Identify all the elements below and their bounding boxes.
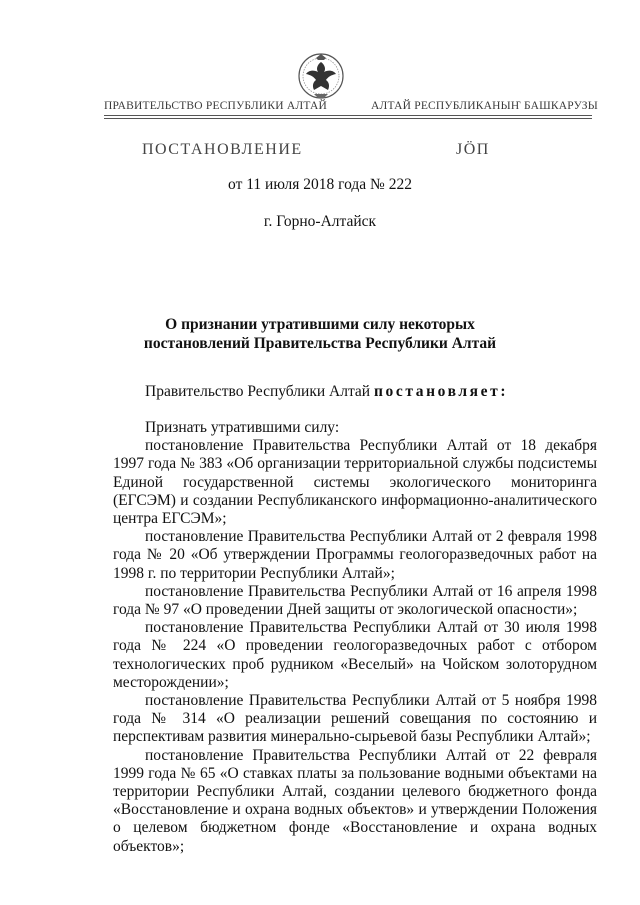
body-paragraph: постановление Правительства Республики Алтай от 18 декабря 1997 года № 383 «Об организации территориальной службы подсистемы Единой государственной системы экологического мониторинга (ЕГСЭМ) и создании Республиканского информационно-аналитического центра ЕГСЭМ»; <box>113 437 597 528</box>
intro-emphasis: постановляет: <box>373 383 509 400</box>
city: г. Горно-Алтайск <box>263 213 377 230</box>
document-body <box>113 419 597 856</box>
intro-line <box>145 383 508 401</box>
body-paragraph: Признать утратившими силу: <box>145 419 340 436</box>
document-title <box>100 315 540 353</box>
header-org-right: АЛТАЙ РЕСПУБЛИКАНЫҤ БАШКАРУЗЫ <box>371 100 598 112</box>
intro-text: Правительство Республики Алтай <box>145 383 371 400</box>
body-paragraph: постановление Правительства Республики Алтай от 30 июля 1998 года № 224 «О проведении геологоразведочных работ с отбором технологических проб рудником «Веселый» на Чойском золоторудном месторождении»; <box>113 619 597 691</box>
header-divider <box>104 115 592 116</box>
doc-type-alt: JÖП <box>456 141 490 158</box>
body-paragraph: постановление Правительства Республики Алтай от 16 апреля 1998 года № 97 «О проведении Дней защиты от экологической опасности»; <box>113 582 597 619</box>
doc-type-ru: ПОСТАНОВЛЕНИЕ <box>142 141 303 158</box>
header-divider <box>104 118 592 119</box>
title-line: постановлений Правительства Республики Алтай <box>143 335 497 352</box>
title-line: О признании утратившими силу некоторых <box>165 316 475 333</box>
body-paragraph: постановление Правительства Республики Алтай от 22 февраля 1999 года № 65 «О ставках платы за пользование водными объектами на территории Республики Алтай, создании целевого бюджетного фонда «Восстановление и охрана водных объектов» и утверждении Положения о целевом бюджетном фонде «Восстановление и охрана водных объектов»; <box>113 746 597 855</box>
body-paragraph: постановление Правительства Республики Алтай от 5 ноября 1998 года № 314 «О реализации решений совещания по состоянию и перспективам развития минерально-сырьевой базы Республики Алтай»; <box>113 692 597 746</box>
body-paragraph: постановление Правительства Республики Алтай от 2 февраля 1998 года № 20 «Об утверждении Программы геологоразведочных работ на 1998 г. по территории Республики Алтай»; <box>113 528 597 582</box>
header-org-left: ПРАВИТЕЛЬСТВО РЕСПУБЛИКИ АЛТАЙ <box>104 100 328 112</box>
date-number: от 11 июля 2018 года № 222 <box>228 176 412 193</box>
